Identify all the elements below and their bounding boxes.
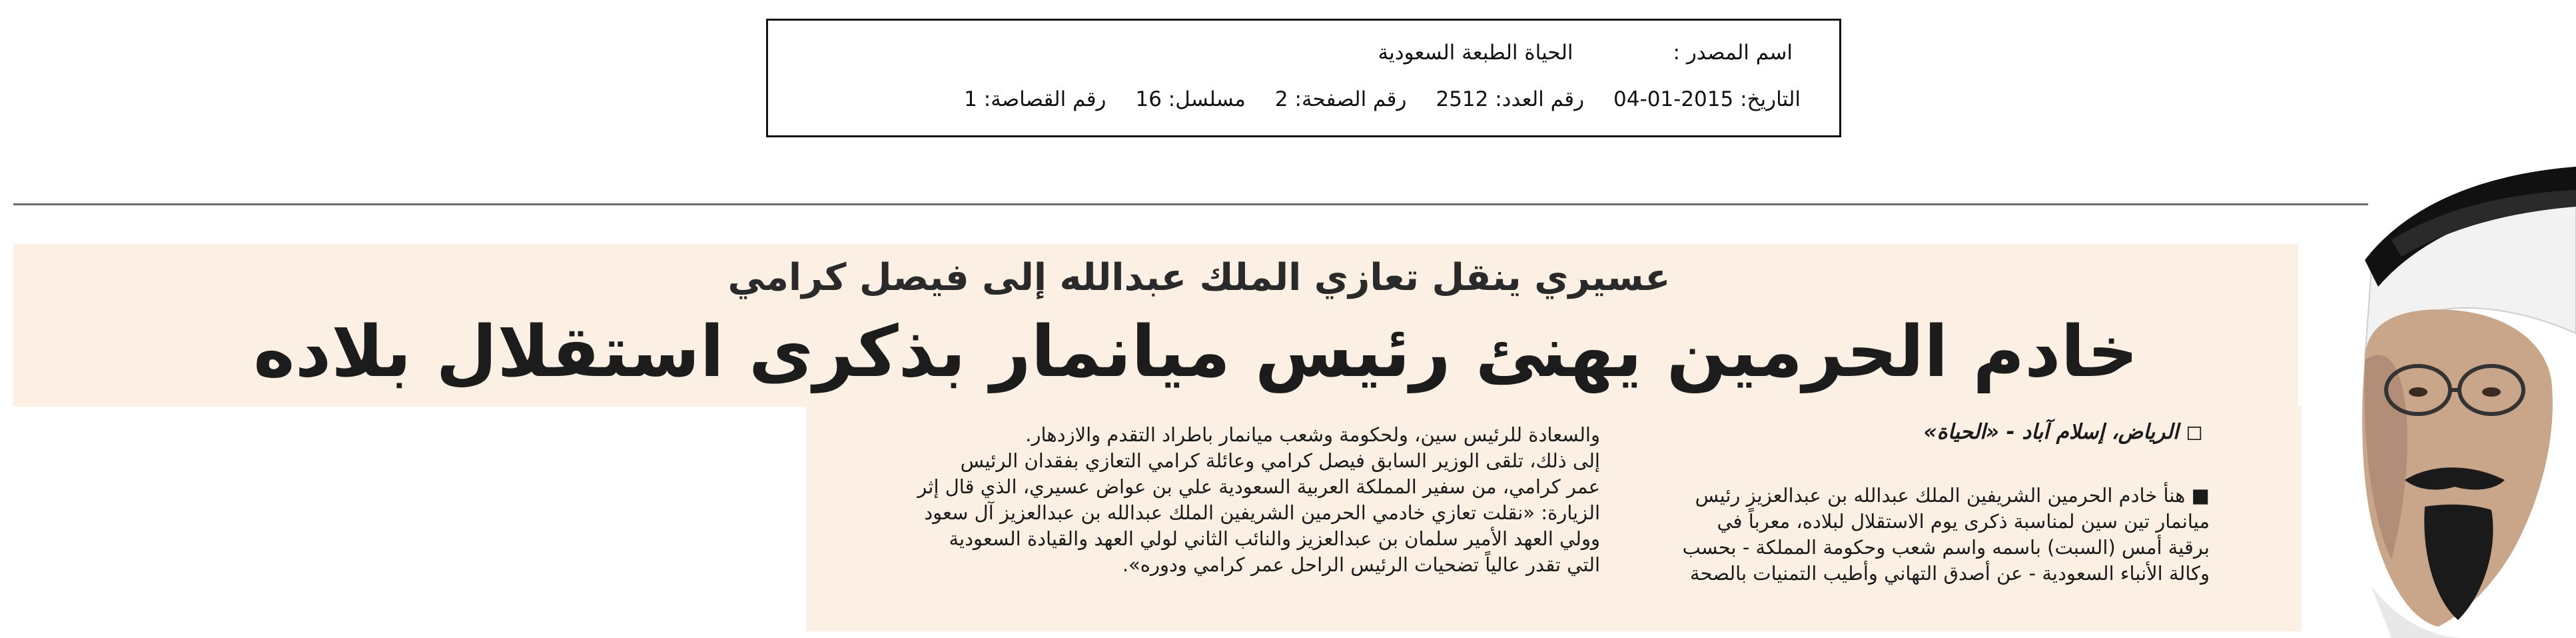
source-value: الحياة الطبعة السعودية xyxy=(1378,41,1573,65)
text-line: برقية أمس (السبت) باسمه واسم شعب وحكومة المملكة - بحسب xyxy=(1682,536,2210,559)
page-field: رقم الصفحة: 2 xyxy=(1274,87,1407,111)
article-byline: ◻ الرياض، إسلام آباد - «الحياة» xyxy=(1923,420,2203,444)
article-headline: خادم الحرمين يهنئ رئيس ميانمار بذكرى استقلال بلاده xyxy=(253,311,2138,393)
clip-field: رقم القصاصة: 1 xyxy=(964,87,1106,111)
article-kicker: عسيري ينقل تعازي الملك عبدالله إلى فيصل كرامي xyxy=(727,256,1671,299)
date-field: التاريخ: 2015-01-04 xyxy=(1613,87,1801,111)
text-line: وولي العهد الأمير سلمان بن عبدالعزيز والنائب الثاني لولي العهد والقيادة السعودية xyxy=(949,527,1600,550)
text-line: والسعادة للرئيس سين، ولحكومة وشعب ميانمار باطراد التقدم والازدهار. xyxy=(1025,423,1600,446)
issue-field: رقم العدد: 2512 xyxy=(1436,87,1585,111)
text-line: الزيارة: «نقلت تعازي خادمي الحرمين الشريفين الملك عبدالله بن عبدالعزيز آل سعود xyxy=(924,501,1600,524)
king-portrait-photo xyxy=(2292,160,2576,638)
source-info-box xyxy=(766,19,1841,137)
text-line: ميانمار تين سين لمناسبة ذكرى يوم الاستقلال لبلاده، معرباً في xyxy=(1717,510,2210,533)
text-line: وكالة الأنباء السعودية - عن أصدق التهاني وأطيب التمنيات بالصحة xyxy=(1689,562,2210,585)
text-line: التي تقدر عالياً تضحيات الرئيس الراحل عمر كرامي ودوره». xyxy=(1122,553,1600,576)
article-column-left xyxy=(827,422,1600,578)
text-line: إلى ذلك، تلقى الوزير السابق فيصل كرامي وعائلة كرامي التعازي بفقدان الرئيس xyxy=(960,449,1600,472)
source-label: اسم المصدر : xyxy=(1673,41,1793,65)
serial-field: مسلسل: 16 xyxy=(1135,87,1246,111)
horizontal-divider xyxy=(13,203,2368,205)
source-row xyxy=(1378,41,1793,65)
text-line: ■ هنأ خادم الحرمين الشريفين الملك عبدالله بن عبدالعزيز رئيس xyxy=(1695,484,2210,507)
text-line: عمر كرامي، من سفير المملكة العربية السعودية علي بن عواض عسيري، الذي قال إثر xyxy=(917,475,1600,498)
metadata-row xyxy=(964,87,1801,111)
